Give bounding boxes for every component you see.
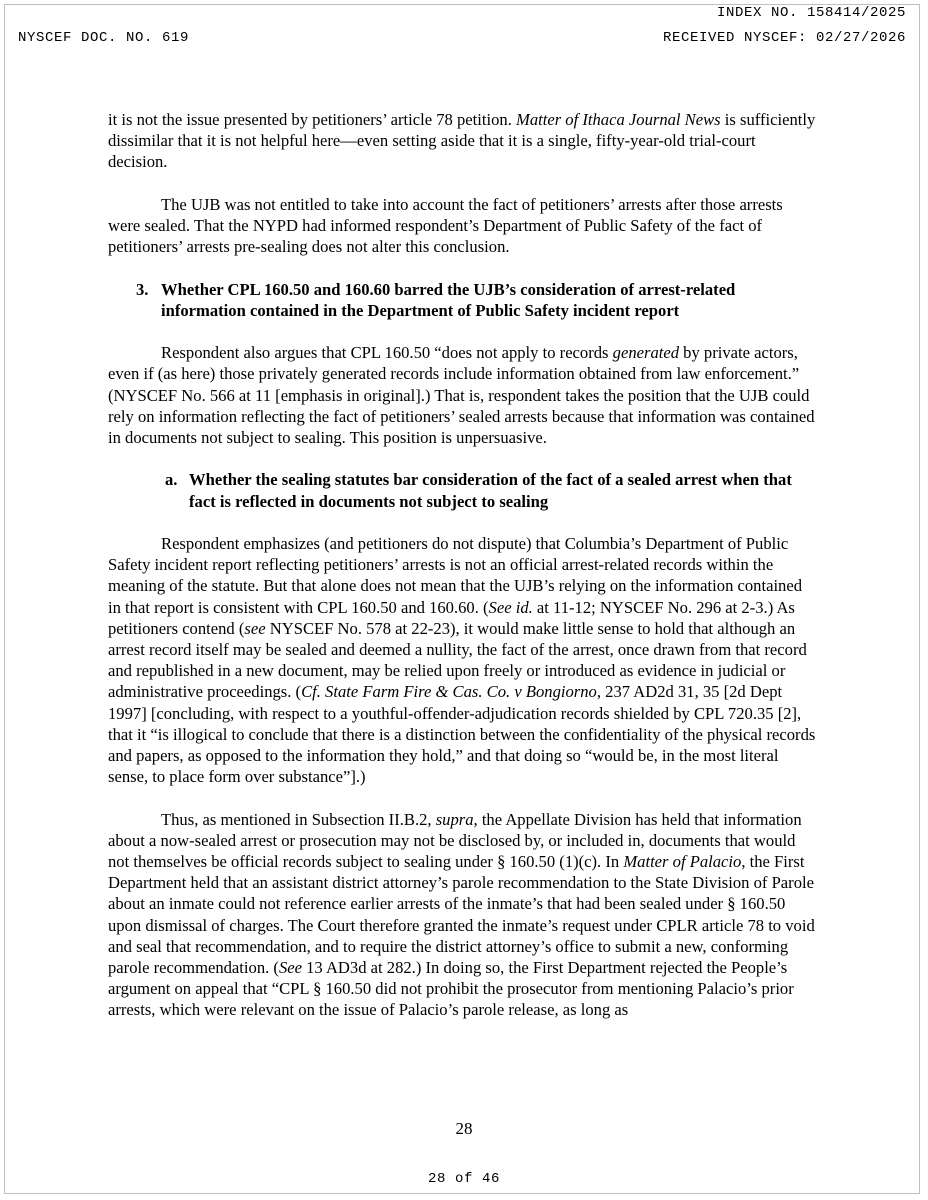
paragraph-4: Respondent emphasizes (and petitioners do not dispute) that Columbia’s Department of Public Safety incident report reflecting petitioners’ arrests is not an official arrest-related records within the meaning of the statute. But that alone does not mean that the UJB’s relying on the information contained in that report is consistent with CPL 160.50 and 160.60. (See id. at 11-12; NYSCEF No. 296 at 2-3.) As petitioners contend (see NYSCEF No. 578 at 22-23), it would make little sense to hold that although an arrest record itself may be sealed and deemed a nullity, the fact of the arrest, once drawn from that record and republished in a new document, may be relied upon freely or introduced as evidence in judicial or administrative proceedings. (Cf. State Farm Fire & Cas. Co. v Bongiorno, 237 AD2d 31, 35 [2d Dept 1997] [concluding, with respect to a youthful-offender-adjudication records shielded by CPL 720.35 [2], that it “is illogical to conclude that there is a distinction between the confidentiality of the physical records and papers, as opposed to the information they hold,” and that doing so “would be, in the most literal sense, to place form over substance”].) — [108, 533, 816, 787]
paragraph-1: it is not the issue presented by petitioners’ article 78 petition. Matter of Ithaca Journal News is sufficiently dissimilar that it is not helpful here—even setting aside that it is a single, fifty-year-old trial-court decision. — [108, 110, 816, 172]
document-body — [108, 109, 818, 1042]
heading-number: 3. — [136, 279, 149, 299]
paragraph-5: Thus, as mentioned in Subsection II.B.2, supra, the Appellate Division has held that information about a now-sealed arrest or prosecution may not be disclosed by, or included in, documents that would not themselves be official records subject to sealing under § 160.50 (1)(c). In Matter of Palacio, the First Department held that an assistant district attorney’s parole recommendation to the State Division of Parole about an inmate could not reference earlier arrests of the inmate’s that had been sealed under § 160.50 upon dismissal of charges. The Court therefore granted the inmate’s request under CPLR article 78 to void and seal that recommendation, and to require the district attorney’s office to submit a new, conforming parole recommendation. (See 13 AD3d at 282.) In doing so, the First Department rejected the People’s argument on appeal that “CPL § 160.50 did not prohibit the prosecutor from mentioning Palacio’s prior arrests, which were relevant on the issue of Palacio’s parole release, as long as — [108, 809, 815, 1020]
page-of-total: 28 of 46 — [427, 1171, 500, 1187]
nyscef-doc-number: NYSCEF DOC. NO. 619 — [18, 30, 190, 46]
page-number: 28 — [455, 1119, 473, 1138]
section-heading-3 — [108, 279, 818, 321]
case-citation: Matter of Ithaca Journal News — [516, 110, 721, 129]
paragraph-3: Respondent also argues that CPL 160.50 “does not apply to records generated by private actors, even if (as here) those privately generated records include information obtained from law enforcement.” (NYSCEF No. 566 at 11 [emphasis in original].) That is, respondent takes the position that the UJB could rely on information reflecting the fact of petitioners’ sealed arrests because that information was contained in documents not subject to sealing. This position is unpersuasive. — [108, 343, 815, 447]
heading-number: a. — [165, 470, 178, 490]
index-number: INDEX NO. 158414/2025 — [716, 5, 906, 21]
paragraph-2: The UJB was not entitled to take into account the fact of petitioners’ arrests after those arrests were sealed. That the NYPD had informed respondent’s Department of Public Safety of the fact of petitioners’ arrests pre-sealing does not alter this conclusion. — [108, 194, 783, 257]
heading-text: Whether CPL 160.50 and 160.60 barred the UJB’s consideration of arrest-related information contained in the Department of Public Safety incident report — [161, 279, 736, 320]
subsection-heading-a — [108, 469, 818, 511]
heading-text: Whether the sealing statutes bar consideration of the fact of a sealed arrest when that fact is reflected in documents not subject to sealing — [189, 470, 792, 511]
received-date: RECEIVED NYSCEF: 02/27/2026 — [662, 30, 906, 46]
